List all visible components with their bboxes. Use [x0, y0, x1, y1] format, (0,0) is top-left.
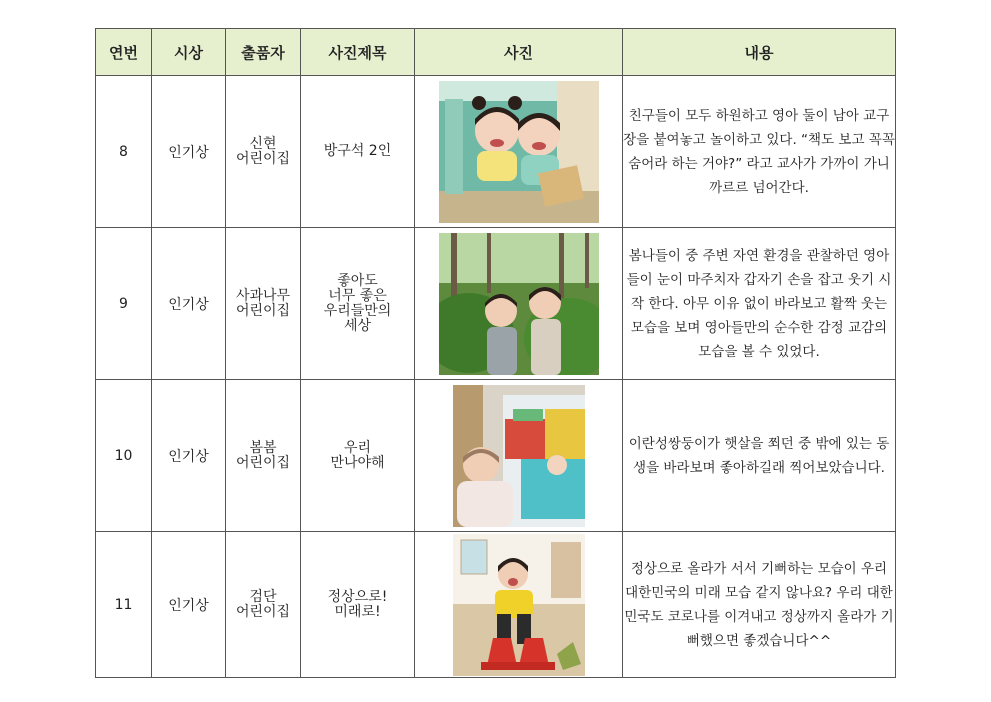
row-photo-cell	[415, 228, 623, 380]
row-content: 이란성쌍둥이가 햇살을 쬐던 중 밖에 있는 동생을 바라보며 좋아하길래 찍어보았습니다.	[623, 380, 896, 532]
row-award: 인기상	[152, 380, 226, 532]
row-photo-title: 정상으로! 미래로!	[301, 532, 415, 678]
row-entrant: 신현 어린이집	[226, 76, 301, 228]
table-row	[96, 228, 896, 380]
child-on-red-cones-photo	[453, 534, 585, 676]
row-number: 9	[96, 228, 152, 380]
awards-table	[95, 28, 896, 678]
babies-at-colored-window-photo	[453, 385, 585, 527]
row-award: 인기상	[152, 228, 226, 380]
header-award: 시상	[152, 29, 226, 76]
row-number: 8	[96, 76, 152, 228]
row-entrant: 검단 어린이집	[226, 532, 301, 678]
header-photo: 사진	[415, 29, 623, 76]
row-photo-cell	[415, 532, 623, 678]
row-content: 정상으로 올라가 서서 기뻐하는 모습이 우리 대한민국의 미래 모습 같지 않나요? 우리 대한민국도 코로나를 이겨내고 정상까지 올라가 기뻐했으면 좋겠습니다^^	[623, 532, 896, 678]
row-award: 인기상	[152, 76, 226, 228]
row-number: 10	[96, 380, 152, 532]
row-content: 봄나들이 중 주변 자연 환경을 관찰하던 영아들이 눈이 마주치자 갑자기 손을 잡고 웃기 시작 한다. 아무 이유 없이 바라보고 활짝 웃는 모습을 보며 영아들만의 순수한 감정 교감의 모습을 볼 수 있었다.	[623, 228, 896, 380]
header-photo-title: 사진제목	[301, 29, 415, 76]
row-award: 인기상	[152, 532, 226, 678]
two-children-in-forest-photo	[439, 233, 599, 375]
row-entrant: 봄봄 어린이집	[226, 380, 301, 532]
row-photo-title: 좋아도 너무 좋은 우리들만의 세상	[301, 228, 415, 380]
row-photo-cell	[415, 380, 623, 532]
row-photo-title: 우리 만나야해	[301, 380, 415, 532]
table-row	[96, 76, 896, 228]
two-toddlers-in-box-photo	[439, 81, 599, 223]
row-number: 11	[96, 532, 152, 678]
row-photo-cell	[415, 76, 623, 228]
header-content: 내용	[623, 29, 896, 76]
row-photo-title: 방구석 2인	[301, 76, 415, 228]
table-row	[96, 380, 896, 532]
header-row	[96, 29, 896, 76]
row-entrant: 사과나무 어린이집	[226, 228, 301, 380]
table-row	[96, 532, 896, 678]
row-content: 친구들이 모두 하원하고 영아 둘이 남아 교구장을 붙여놓고 놀이하고 있다. “책도 보고 꼭꼭 숨어라 하는 거야?” 라고 교사가 가까이 가니 까르르 넘어간다.	[623, 76, 896, 228]
header-number: 연번	[96, 29, 152, 76]
header-entrant: 출품자	[226, 29, 301, 76]
